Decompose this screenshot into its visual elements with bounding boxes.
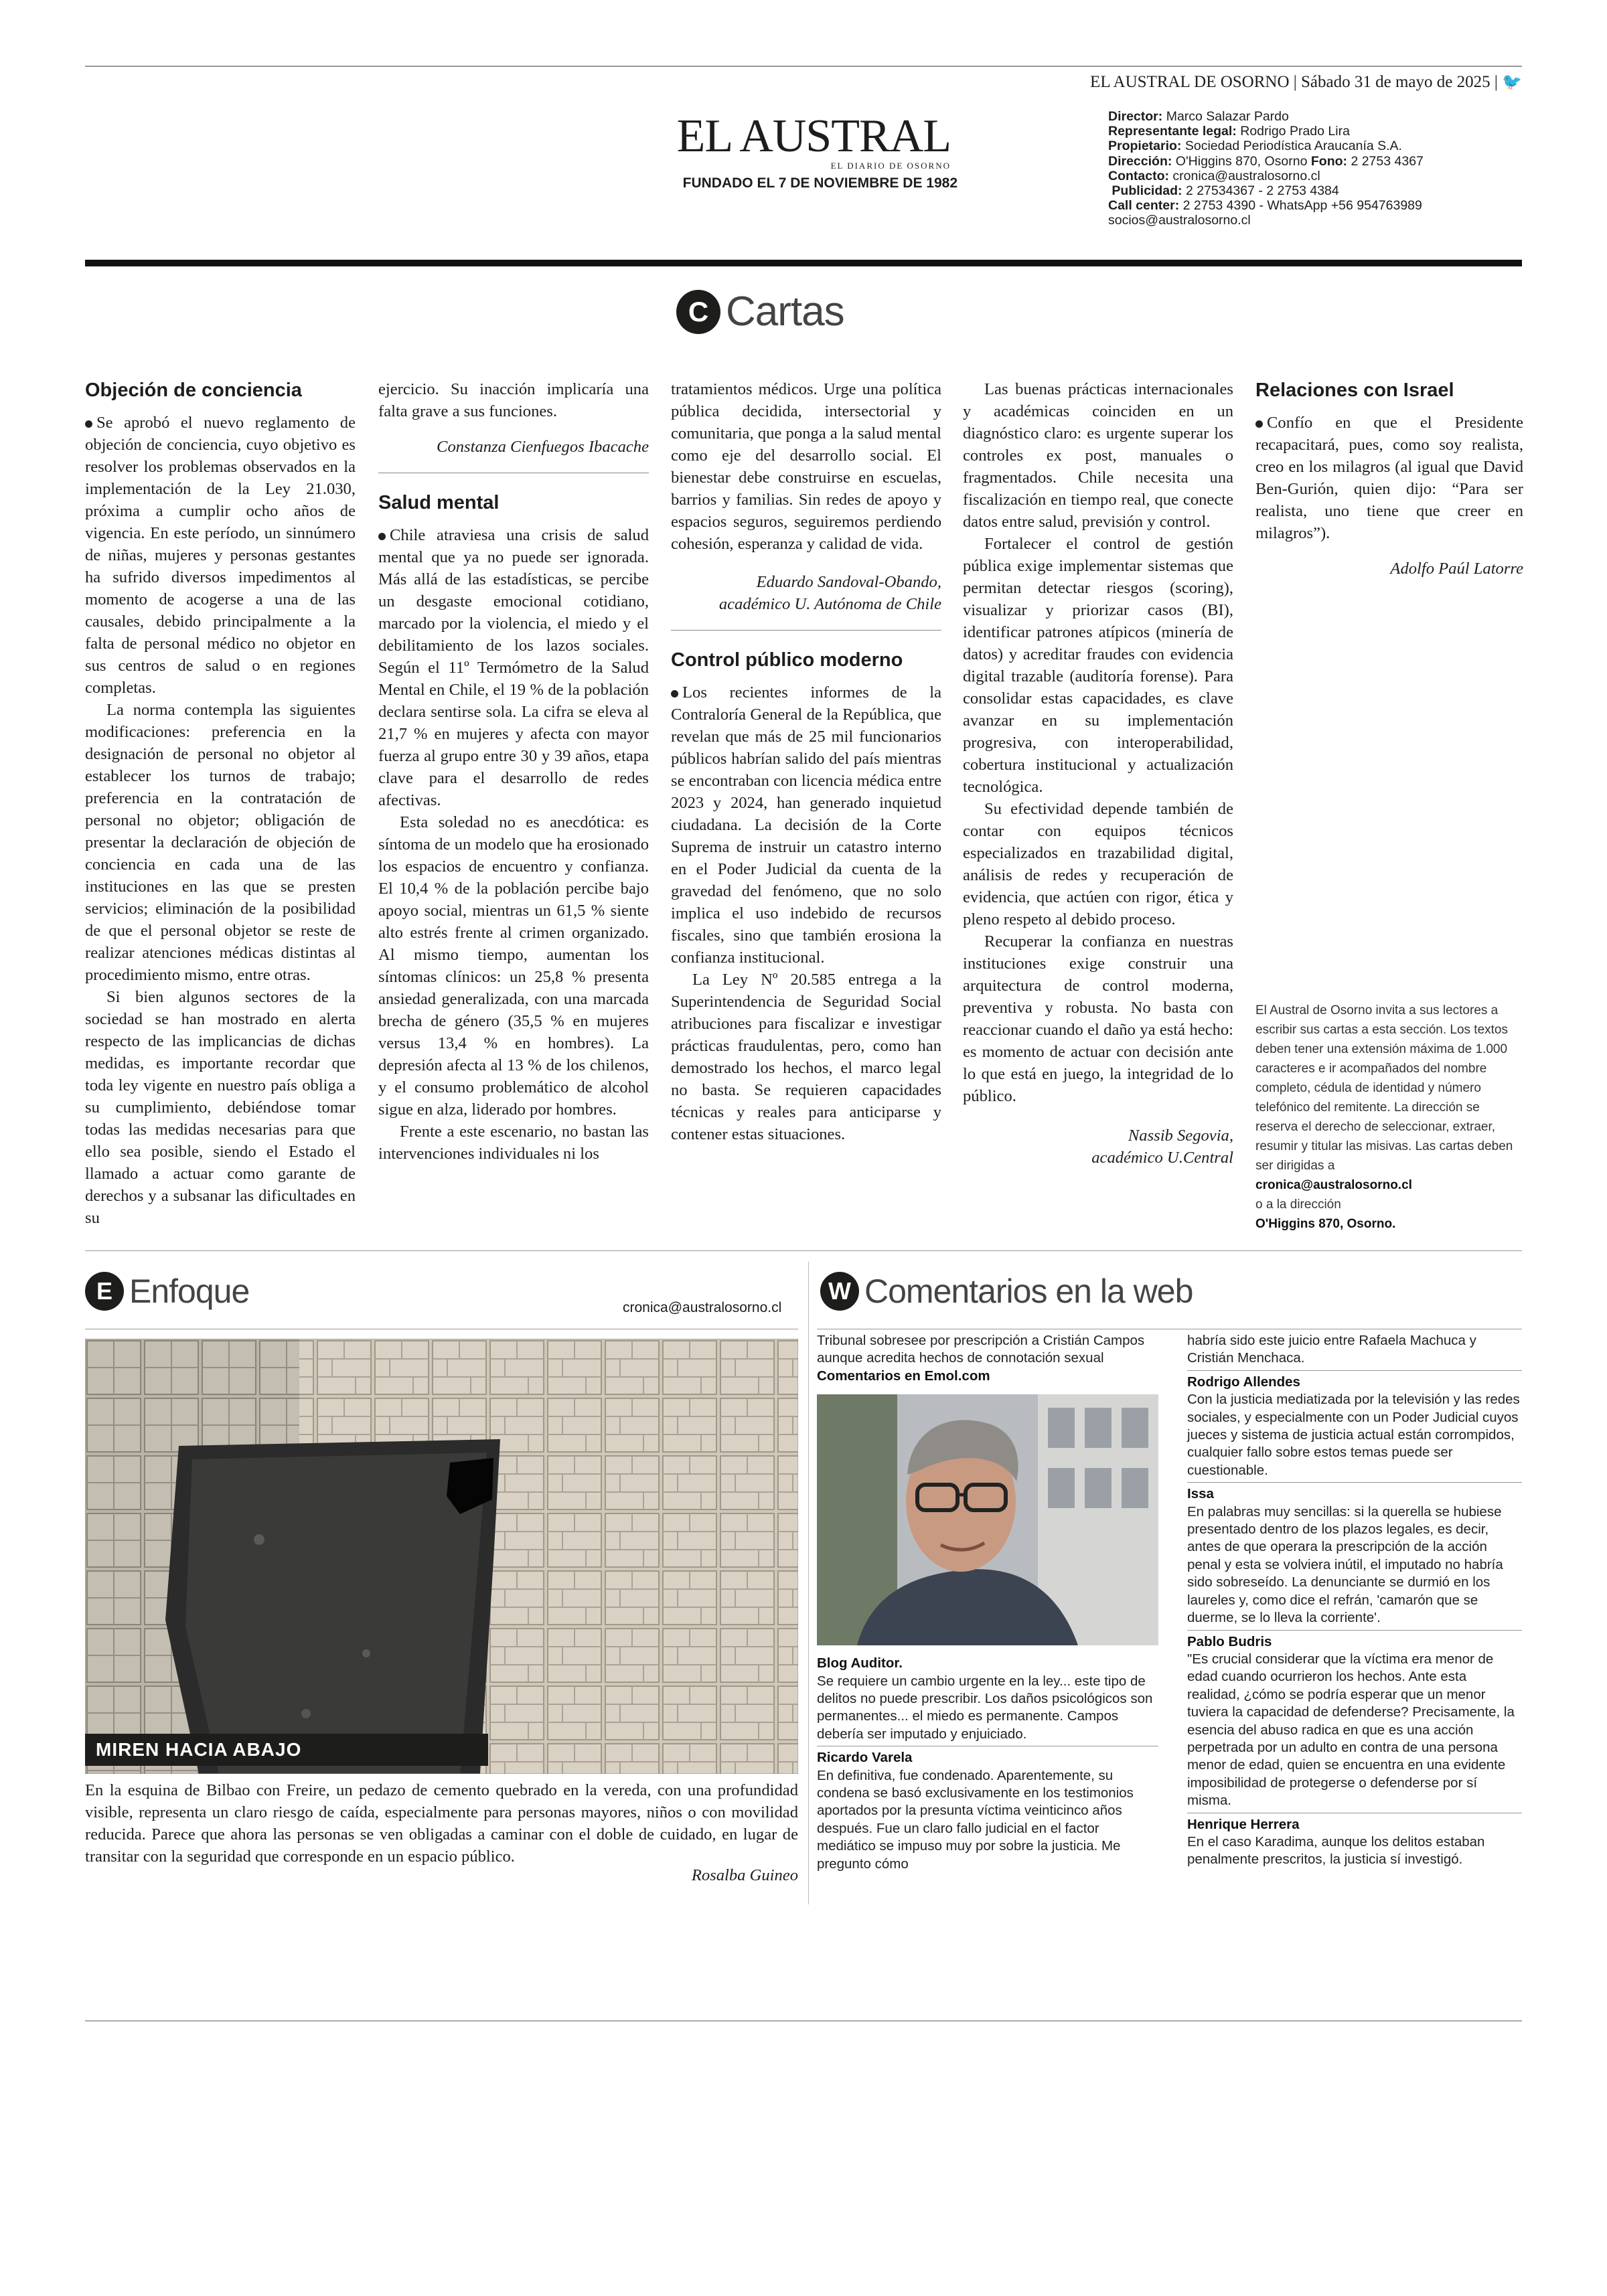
letters-policy-note [1255,1001,1523,1234]
cartas-title: Cartas [726,289,844,335]
letter-paragraph: Fortalecer el control de gestión pública exige implementar sistemas que permitan detectar riesgos (scoring), visualizar y priorizar casos (BI), identificar patrones atípicos (minería de datos) y acreditar fraudes con evidencia digital trazable (auditoría forense). Para consolidar estas capacidades, es clave avanzar en su implementación progresiva, con interoperabilidad, cobertura institucional y actualización tecnológica. [963,535,1233,796]
masthead-rule [85,260,1522,266]
enfoque-email[interactable]: cronica@australosorno.cl [623,1300,782,1315]
sidewalk-photo [85,1339,798,1774]
letter-paragraph: La Ley Nº 20.585 entrega a la Superintendencia de Seguridad Social atribuciones para fiscalizar e investigar prácticas fraudulentas, pero, como han demostrado los hechos, el marco legal no basta. Se requieren capacidades técnicas y reales para anticiparse y contener estas situaciones. [671,971,941,1143]
dateline [1090,72,1522,92]
divider [671,630,941,631]
logo-name: EL AUSTRAL [676,110,951,162]
section-header-cartas [676,288,844,335]
bottom-rule [85,2020,1522,2022]
web-comment-text: habría sido este juicio entre Rafaela Machuca y Cristián Menchaca. [1187,1333,1476,1366]
top-rule [85,66,1522,67]
cartas-badge-icon: C [676,290,720,334]
letter-paragraph: La norma contempla las siguientes modificaciones: preferencia en la designación de personal no objetor al establecer los turnos de trabajo; preferencia en la contratación de personal no objetor; obligación de presentar la declaración de objeción de conciencia en cada una de las instituciones en las que se presten servicios; eliminación de la posibilidad de que el personal objetor se reste de realizar atenciones médicas distintas al procedimiento mismo, entre otras. [85,701,356,984]
web-comments-column-2 [1187,1332,1522,1869]
web-comment-text: En el caso Karadima, aunque los delitos estaban penalmente prescritos, la justicia sí investigó. [1187,1833,1485,1868]
note-text: El Austral de Osorno invita a sus lectores a escribir sus cartas a esta sección. Los textos deben tener una extensión máxima de 1.000 caracteres e ir acompañados del nombre completo, cédula de identidad y número telefónico del remitente. La dirección se reserva el derecho de seleccionar, extraer, resumir y titular las misivas. Las cartas deben ser dirigidas a [1255,1003,1513,1173]
letter-paragraph: Los recientes informes de la Contraloría General de la República, que revelan que más de 25 mil funcionarios públicos habrían salido del país mientras se encontraban con licencia médica entre 2023 y 2024, han generado inquietud ciudadana. La decisión de la Corte Suprema de instruir un catastro interno en el Poder Judicial da cuenta de la gravedad del fenómeno, que no solo implica el uso indebido de recursos fiscales, sino que también erosiona la confianza institucional. [671,683,941,967]
staff-legal-rep: Representante legal: Rodrigo Prado Lira [1108,124,1350,139]
letter-paragraph: Esta soledad no es anecdótica: es síntoma de un modelo que ha erosionado los espacios de encuentro y confianza. El 10,4 % de la población percibe bajo apoyo social, mientras un 61,5 % siente alto estrés frente al crimen organizado. Al mismo tiempo, aumentan los síntomas clínicos: un 25,8 % presenta ansiedad generalizada, con una marcada brecha de género (35,5 % en mujeres versus 13,4 % en hombres). La depresión afecta al 13 % de los chilenos, y el consumo problemático de alcohol sigue en alza, liderado por hombres. [378,813,649,1119]
enfoque-signature: Rosalba Guineo [691,1866,798,1884]
staff-owner: Propietario: Sociedad Periodística Araucanía S.A. [1108,139,1402,154]
divider [1187,1482,1522,1483]
web-source[interactable]: Comentarios en Emol.com [817,1368,990,1384]
letter-paragraph: Si bien algunos sectores de la sociedad se han mostrado en alerta respecto de las implicancias de dichas medidas, es importante recordar que toda ley vigente en nuestro país obliga a su cumplimiento, debiéndose tomar todas las medidas necesarias para que ello sea posible, siendo el Estado el llamado a actuar como garante de derechos y a subsanar las dificultades en su [85,988,356,1227]
founded-line: FUNDADO EL 7 DE NOVIEMBRE DE 1982 [682,175,958,191]
letter-paragraph: Confío en que el Presidente recapacitará, pues, como soy realista, creo en los milagros (al igual que David Ben-Gurión, quien dijo: “Para ser realista, uno tiene que creer en milagros”). [1255,414,1523,542]
web-comment-text: En palabras muy sencillas: si la querella se hubiese presentado dentro de los plazos legales, es decir, antes de que operara la prescripción de la acción penal y esta se volviera inútil, el imputado no habría sido sobreseído. La denunciante se durmió en los laureles y, como dice el refrán, 'camarón que se duerme, se lo lleva la corriente'. [1187,1503,1503,1626]
web-comment-user: Blog Auditor. [817,1655,903,1671]
note-line: o a la dirección [1255,1198,1341,1212]
web-comment-user: Pablo Budris [1187,1633,1272,1649]
divider [1187,1370,1522,1371]
staff-ads: Publicidad: 2 27534367 - 2 2753 4384 [1112,183,1339,199]
column-divider [808,1262,809,1904]
twitter-bird-icon[interactable]: 🐦 [1502,72,1522,91]
letter-signature: Eduardo Sandoval-Obando, [756,573,941,591]
staff-contact: Contacto: cronica@australosorno.cl [1108,168,1320,183]
staff-address: Dirección: O'Higgins 870, Osorno Fono: 2 2753 4367 [1108,153,1424,169]
letter-signature-affiliation: académico U. Autónoma de Chile [718,595,941,613]
dateline-text: EL AUSTRAL DE OSORNO | Sábado 31 de mayo de 2025 | [1090,73,1498,91]
letters-column-2 [378,378,649,1165]
staff-email: socios@australosorno.cl [1108,213,1251,228]
web-comment-text: Con la justicia mediatizada por la televisión y las redes sociales, y especialmente con un Poder Judicial cuyos jueces y sistema de justicia actual están corrompidos, cualquier fallo sobre estos temas puede ser cuestionable. [1187,1392,1520,1478]
letter-heading: Control público moderno [671,649,903,671]
web-comment-text: "Es crucial considerar que la víctima era menor de edad cuando ocurrieron los hechos. Ante esta realidad, ¿cómo se podría esperar que un menor tuviera la capacidad de defenderse? Precisamente, la esencia del abuso radica en que es una acción perpetrada por un adulto en contra de una persona menor de edad, quien se encuentra en una evidente imposibilidad de protegerse o defenderse por sí misma. [1187,1651,1515,1809]
letter-paragraph: Se aprobó el nuevo reglamento de objeción de conciencia, cuyo objetivo es resolver los problemas observados en la implementación de la Ley 21.030, próxima a cumplir ocho años de vigencia. En este período, un sinnúmero de niñas, mujeres y personas gestantes ha sufrido diversos impedimentos al momento de acogerse a una de las causales, debido principalmente a la falta de personal médico no objetor en sus centros de salud o en regiones completas. [85,414,356,697]
staff-box [1108,109,1523,228]
letters-column-3 [671,378,941,1145]
letters-column-4 [963,378,1233,1169]
section-divider [85,1250,1522,1251]
letter-heading: Objeción de conciencia [85,380,302,401]
enfoque-text: En la esquina de Bilbao con Freire, un pedazo de cemento quebrado en la vereda, con una profundidad visible, representa un claro riesgo de caída, especialmente para personas mayores, niños o con movilidad reducida. Parece que ahora las personas se ven obligadas a caminar con el doble de cuidado, en lugar de transitar con la seguridad que corresponde en un espacio público. [85,1781,798,1866]
letter-signature: Nassib Segovia, [1128,1127,1233,1145]
bullet-icon [85,420,92,428]
letter-signature: Adolfo Paúl Latorre [1390,560,1523,578]
letter-paragraph: ejercicio. Su inacción implicaría una falta grave a sus funciones. [378,380,649,420]
web-comment-user: Henrique Herrera [1187,1816,1300,1832]
web-comment-text: En definitiva, fue condenado. Aparentemente, su condena se basó exclusivamente en los testimonios aportados por la presunta víctima veinticinco años después. Fue un claro fallo judicial en el factor mediático se impuso muy por sobre la justicia. Me pregunto cómo [817,1767,1134,1872]
bullet-icon [671,690,678,698]
logo-subtitle: EL DIARIO DE OSORNO [830,161,951,171]
portrait-photo-illustration [817,1394,1158,1645]
web-article-title[interactable]: Tribunal sobresee por prescripción a Cristián Campos aunque acredita hechos de connotación sexual [817,1333,1145,1366]
note-email[interactable]: cronica@australosorno.cl [1255,1178,1412,1192]
sidewalk-photo-illustration [85,1339,798,1774]
letter-heading: Salud mental [378,492,500,513]
photo-label: MIREN HACIA ABAJO [85,1734,488,1766]
bullet-icon [378,533,386,540]
letter-paragraph: tratamientos médicos. Urge una política pública decidida, intersectorial y comunitaria, que ponga a la salud mental como eje del desarrollo social. El bienestar debe construirse en escuelas, barrios y familias. Sin redes de apoyo y espacios seguros, seguiremos perdiendo cohesión, esperanza y calidad de vida. [671,380,941,553]
divider [1187,1630,1522,1631]
newspaper-logo[interactable] [670,110,951,171]
section-header-enfoque [85,1272,249,1311]
letter-signature-affiliation: académico U.Central [1091,1149,1233,1167]
letter-paragraph: Su efectividad depende también de contar con equipos técnicos especializados en trazabilidad digital, análisis de redes y recuperación de evidencia, que actúen con rigor, ética y pleno respeto al debido proceso. [963,800,1233,928]
web-comment-user: Rodrigo Allendes [1187,1374,1300,1390]
web-badge-icon: W [820,1272,859,1311]
bullet-icon [1255,420,1263,428]
letters-column-1 [85,378,356,1229]
web-comment-user: Issa [1187,1486,1214,1502]
staff-director: Director: Marco Salazar Pardo [1108,109,1289,124]
letter-paragraph: Frente a este escenario, no bastan las intervenciones individuales ni los [378,1123,649,1163]
enfoque-badge-icon: E [85,1272,124,1311]
portrait-photo [817,1394,1158,1645]
note-address: O'Higgins 870, Osorno. [1255,1217,1396,1231]
section-header-web [820,1272,1193,1311]
web-comment-text: Se requiere un cambio urgente en la ley... este tipo de delitos no puede prescribir. Los daños psicológicos son permanentes... el miedo es permanente. Campos debería ser imputado y enjuiciado. [817,1673,1153,1742]
letter-signature: Constanza Cienfuegos Ibacache [437,438,649,456]
web-title: Comentarios en la web [864,1273,1193,1310]
letter-heading: Relaciones con Israel [1255,380,1454,401]
enfoque-title: Enfoque [129,1273,250,1310]
letters-column-5 [1255,378,1523,580]
staff-callcenter: Call center: 2 2753 4390 - WhatsApp +56 954763989 [1108,198,1422,214]
letter-paragraph: Recuperar la confianza en nuestras instituciones exige construir una arquitectura de control moderna, preventiva y robusta. No basta con reaccionar cuando el daño ya está hecho: es momento de actuar con decisión ante lo que está en juego, la integridad de lo público. [963,932,1233,1105]
web-comment-user: Ricardo Varela [817,1750,913,1766]
letter-paragraph: Chile atraviesa una crisis de salud mental que ya no puede ser ignorada. Más allá de las estadísticas, se percibe un desgaste emocional cotidiano, marcado por la violencia, el miedo y el debilitamiento de los lazos sociales. Según el 11º Termómetro de la Salud Mental en Chile, el 19 % de la población declara sentirse sola. La cifra se eleva al 21,7 % en mujeres y afecta con mayor fuerza al grupo entre 30 y 39 años, etapa clave para el desarrollo de redes afectivas. [378,526,649,809]
letter-paragraph: Las buenas prácticas internacionales y académicas coinciden en un diagnóstico claro: es urgente superar los controles ex post, manuales o fragmentados. Chile necesita una fiscalización en tiempo real, que conecte datos entre salud, previsión y control. [963,380,1233,531]
web-comments-column-1 [817,1332,1158,1873]
